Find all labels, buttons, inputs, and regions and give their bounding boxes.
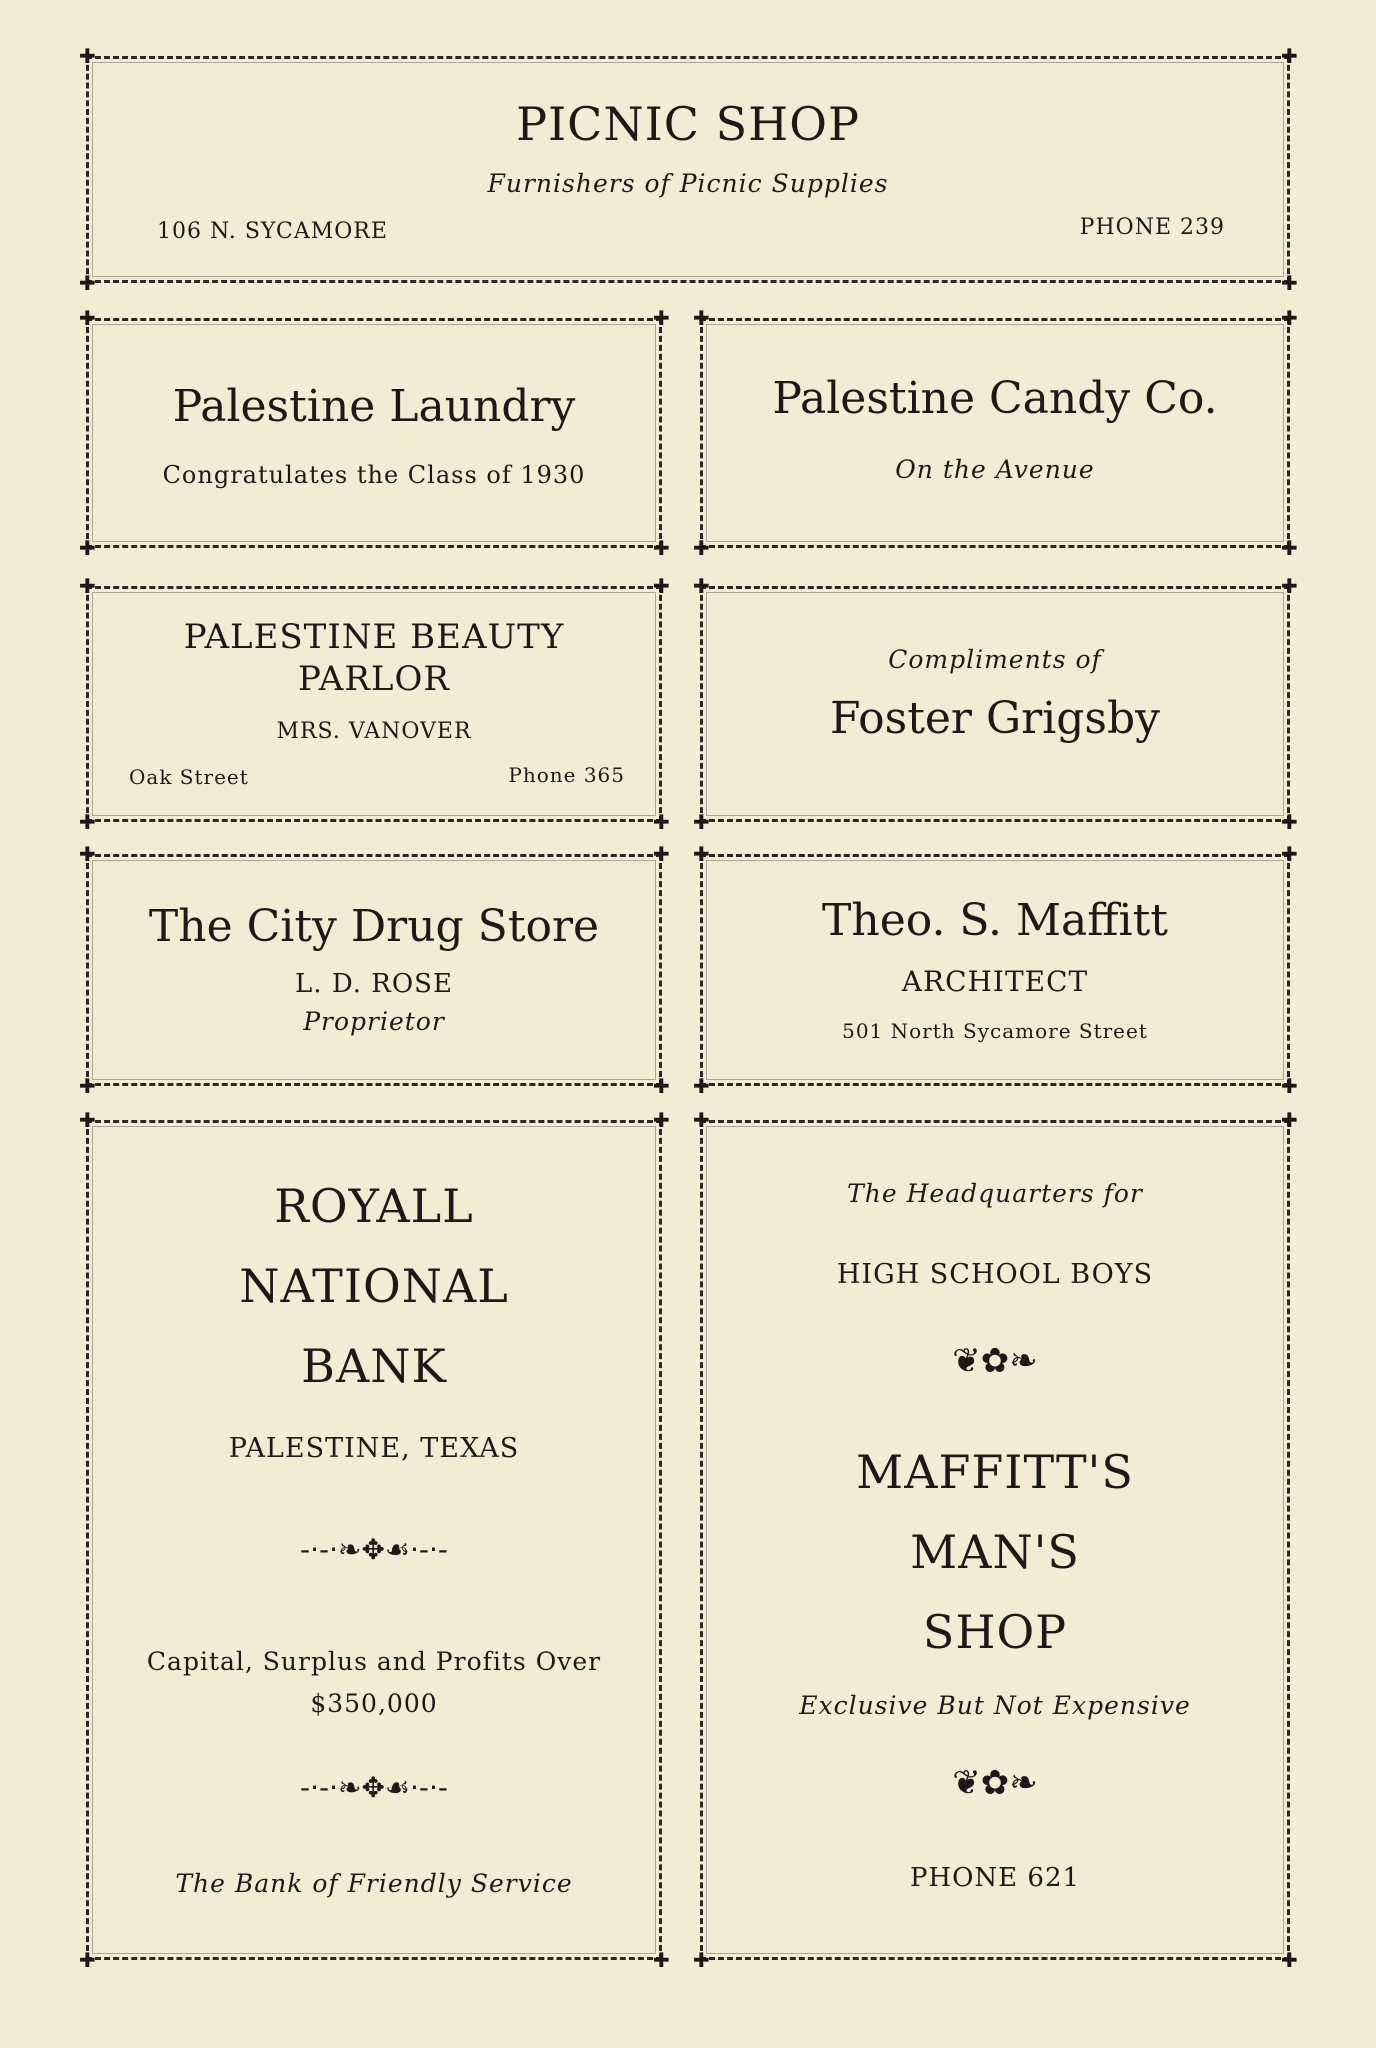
grigsby-name: Foster Grigsby [830,693,1160,744]
cross-ornament-icon: ✚ [1281,842,1298,866]
cross-ornament-icon: ✚ [1281,1108,1298,1132]
cross-ornament-icon: ✚ [79,1108,96,1132]
bank-name-line2: NATIONAL [239,1259,509,1313]
drug-store-owner: L. D. ROSE [295,969,453,999]
picnic-shop-phone: PHONE 239 [1079,215,1225,240]
bank-name-line1: ROYALL [274,1179,474,1233]
palestine-candy-ad [693,306,1298,560]
cross-ornament-icon: ✚ [1281,306,1298,330]
maffitt-name: Theo. S. Maffitt [822,895,1168,946]
beauty-name-line1: PALESTINE BEAUTY [183,617,565,657]
cross-ornament-icon: ✚ [79,306,96,330]
cross-ornament-icon: ✚ [1281,1074,1298,1098]
cross-ornament-icon: ✚ [653,574,670,598]
cross-ornament-icon: ✚ [79,271,96,295]
cross-ornament-icon: ✚ [79,810,96,834]
beauty-owner: MRS. VANOVER [276,719,472,744]
floral-divider-icon: -·-·❧✥☙·-·- [299,1771,449,1804]
maffitt-address: 501 North Sycamore Street [842,1019,1148,1043]
cross-ornament-icon: ✚ [1281,536,1298,560]
bank-city: PALESTINE, TEXAS [228,1433,520,1464]
cross-ornament-icon: ✚ [653,306,670,330]
mans-shop-intro: The Headquarters for [847,1179,1143,1208]
mans-shop-audience: HIGH SCHOOL BOYS [836,1259,1154,1290]
cross-ornament-icon: ✚ [79,1074,96,1098]
cross-ornament-icon: ✚ [1281,1948,1298,1972]
beauty-name-line2: PARLOR [298,659,450,699]
cross-ornament-icon: ✚ [79,574,96,598]
cross-ornament-icon: ✚ [653,1948,670,1972]
mans-shop-name-line1: MAFFITT'S [856,1445,1134,1499]
floral-divider-icon: ❦✿❧ [952,1341,1038,1381]
foster-grigsby-ad [693,574,1298,834]
cross-ornament-icon: ✚ [79,842,96,866]
city-drug-store-ad [79,842,670,1098]
laundry-message: Congratulates the Class of 1930 [162,461,586,489]
beauty-parlor-ad [79,574,670,834]
floral-divider-icon: -·-·❧✥☙·-·- [299,1533,449,1566]
cross-ornament-icon: ✚ [693,574,710,598]
picnic-shop-tagline: Furnishers of Picnic Supplies [487,169,889,198]
bank-slogan: The Bank of Friendly Service [175,1869,573,1898]
cross-ornament-icon: ✚ [693,810,710,834]
cross-ornament-icon: ✚ [653,842,670,866]
cross-ornament-icon: ✚ [79,44,96,68]
mans-shop-name-line2: MAN'S [910,1525,1080,1579]
grigsby-intro: Compliments of [888,645,1102,674]
cross-ornament-icon: ✚ [653,810,670,834]
cross-ornament-icon: ✚ [79,536,96,560]
cross-ornament-icon: ✚ [1281,44,1298,68]
cross-ornament-icon: ✚ [693,1948,710,1972]
drug-store-name: The City Drug Store [148,901,600,952]
floral-divider-icon: ❦✿❧ [952,1763,1038,1803]
cross-ornament-icon: ✚ [653,536,670,560]
candy-location: On the Avenue [895,455,1095,484]
maffitt-title: ARCHITECT [901,965,1089,998]
drug-store-role: Proprietor [303,1007,445,1036]
maffitt-architect-ad [693,842,1298,1098]
cross-ornament-icon: ✚ [693,306,710,330]
bank-capital-line1: Capital, Surplus and Profits Over [146,1647,602,1676]
cross-ornament-icon: ✚ [1281,810,1298,834]
mans-shop-slogan: Exclusive But Not Expensive [799,1691,1191,1720]
laundry-name: Palestine Laundry [172,381,576,432]
picnic-shop-ad [79,44,1298,295]
mans-shop-name-line3: SHOP [922,1605,1068,1659]
mans-shop-ad [693,1108,1298,1972]
bank-capital-line2: $350,000 [310,1689,438,1718]
cross-ornament-icon: ✚ [693,1074,710,1098]
cross-ornament-icon: ✚ [1281,574,1298,598]
cross-ornament-icon: ✚ [693,536,710,560]
picnic-shop-name: PICNIC SHOP [516,97,860,151]
cross-ornament-icon: ✚ [653,1074,670,1098]
candy-name: Palestine Candy Co. [772,373,1218,424]
palestine-laundry-ad [79,306,670,560]
beauty-phone: Phone 365 [508,763,625,787]
cross-ornament-icon: ✚ [693,842,710,866]
cross-ornament-icon: ✚ [1281,271,1298,295]
picnic-shop-address: 106 N. SYCAMORE [157,219,388,244]
mans-shop-phone: PHONE 621 [909,1863,1081,1893]
cross-ornament-icon: ✚ [653,1108,670,1132]
cross-ornament-icon: ✚ [693,1108,710,1132]
beauty-street: Oak Street [129,765,249,789]
royall-bank-ad [79,1108,670,1972]
bank-name-line3: BANK [301,1339,447,1393]
cross-ornament-icon: ✚ [79,1948,96,1972]
